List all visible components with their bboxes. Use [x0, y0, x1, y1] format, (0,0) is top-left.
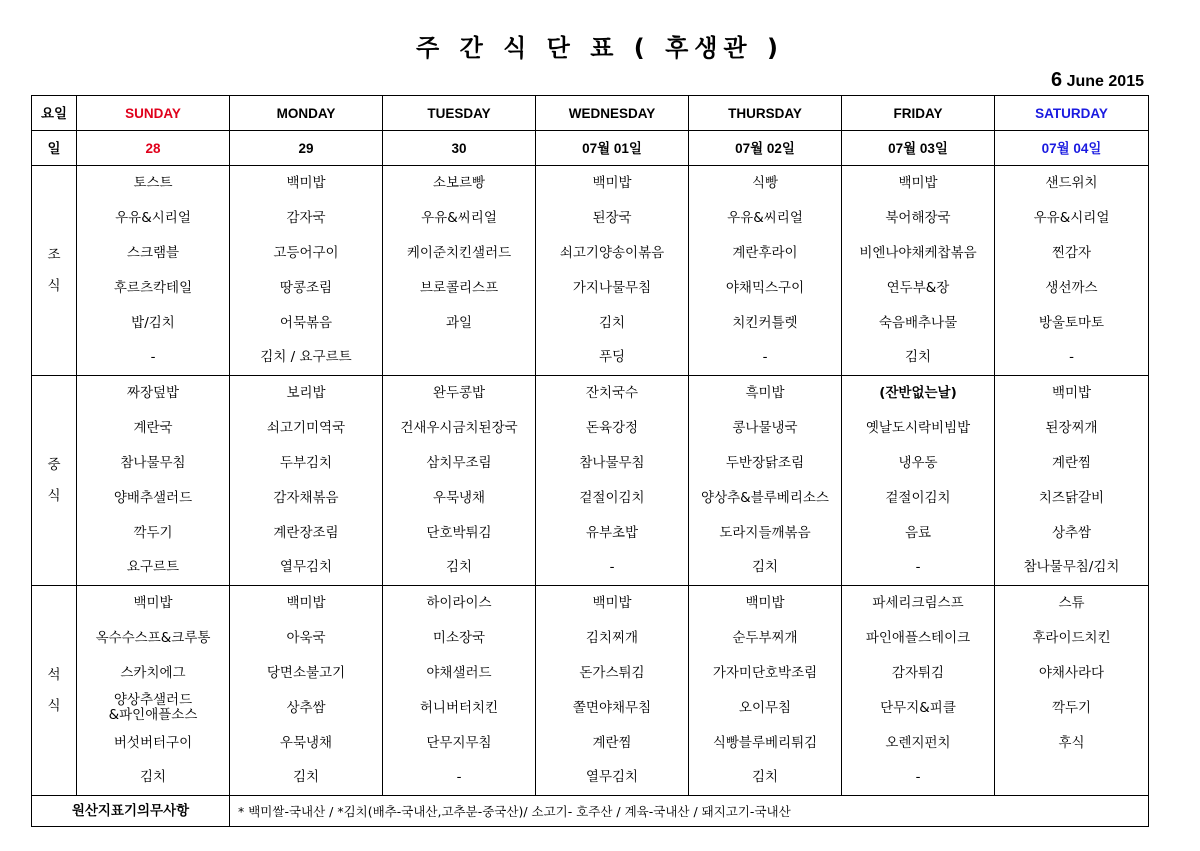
origin-notice-text: * 백미쌀-국내산 / *김치(배추-국내산,고추분-중국산)/ 소고기- 호주산 / 계육-국내산 / 돼지고기-국내산: [230, 796, 1149, 827]
menu-item: 가지나물무침: [536, 271, 689, 306]
menu-item: 우유&씨리얼: [383, 201, 536, 236]
menu-item: 완두콩밥: [383, 376, 536, 411]
menu-item: 보리밥: [230, 376, 383, 411]
menu-item: 흑미밥: [689, 376, 842, 411]
menu-item: 김치: [842, 341, 995, 376]
menu-item: 콩나물냉국: [689, 411, 842, 446]
menu-item: 파인애플스테이크: [842, 621, 995, 656]
menu-item: 치킨커틀렛: [689, 306, 842, 341]
menu-item: 열무김치: [230, 551, 383, 586]
weekday-monday: MONDAY: [230, 96, 383, 131]
menu-item: 하이라이스: [383, 586, 536, 621]
menu-item: 유부초밥: [536, 516, 689, 551]
menu-item: 깍두기: [77, 516, 230, 551]
menu-item: 도라지들깨볶음: [689, 516, 842, 551]
lunch-row: [32, 446, 1149, 481]
menu-item: 계란찜: [536, 726, 689, 761]
menu-date: [1051, 69, 1144, 92]
menu-item: -: [842, 551, 995, 586]
menu-item: 감자튀김: [842, 656, 995, 691]
menu-item: 삼치무조림: [383, 446, 536, 481]
breakfast-row: [32, 201, 1149, 236]
menu-item: 잔치국수: [536, 376, 689, 411]
dinner-row: [32, 761, 1149, 796]
menu-item: 참나물무침/김치: [995, 551, 1149, 586]
menu-item: 아욱국: [230, 621, 383, 656]
menu-item: 계란장조림: [230, 516, 383, 551]
menu-item: 백미밥: [536, 586, 689, 621]
date-month-year: June 2015: [1066, 73, 1144, 90]
menu-item: 김치: [536, 306, 689, 341]
menu-item: [995, 761, 1149, 796]
menu-item: 된장국: [536, 201, 689, 236]
menu-item: 스크램블: [77, 236, 230, 271]
meal-label-char: 조: [47, 246, 61, 263]
dinner-row: [32, 656, 1149, 691]
origin-notice-label: 원산지표기의무사항: [32, 796, 230, 827]
menu-item: 김치: [383, 551, 536, 586]
menu-item: 야채믹스구이: [689, 271, 842, 306]
lunch-row: [32, 376, 1149, 411]
menu-item: 김치: [77, 761, 230, 796]
weekday-saturday: SATURDAY: [995, 96, 1149, 131]
menu-item: 김치찌개: [536, 621, 689, 656]
menu-item: 된장찌개: [995, 411, 1149, 446]
menu-item: 백미밥: [842, 166, 995, 201]
menu-item: -: [77, 341, 230, 376]
menu-item: 당면소불고기: [230, 656, 383, 691]
menu-item: 허니버터치킨: [383, 691, 536, 726]
dinner-row: [32, 726, 1149, 761]
menu-item: 김치: [689, 551, 842, 586]
menu-item: 우유&시리얼: [995, 201, 1149, 236]
menu-item: 미소장국: [383, 621, 536, 656]
menu-item: 샌드위치: [995, 166, 1149, 201]
menu-item: 김치: [689, 761, 842, 796]
menu-item: 깍두기: [995, 691, 1149, 726]
breakfast-row: [32, 271, 1149, 306]
menu-item: 푸딩: [536, 341, 689, 376]
menu-item: 북어해장국: [842, 201, 995, 236]
menu-item: 쇠고기양송이볶음: [536, 236, 689, 271]
menu-item: 백미밥: [230, 166, 383, 201]
menu-item: -: [383, 761, 536, 796]
lunch-row: [32, 551, 1149, 586]
lunch-row: [32, 516, 1149, 551]
menu-item: 짜장덮밥: [77, 376, 230, 411]
date-tuesday: 30: [383, 131, 536, 166]
meal-label-char: 식: [47, 277, 61, 294]
menu-item: 백미밥: [689, 586, 842, 621]
weekday-wednesday: WEDNESDAY: [536, 96, 689, 131]
breakfast-row: [32, 341, 1149, 376]
menu-item: 쇠고기미역국: [230, 411, 383, 446]
weekly-menu-table: [31, 95, 1149, 827]
date-sunday: 28: [77, 131, 230, 166]
menu-item: 스카치에그: [77, 656, 230, 691]
menu-item: 밥/김치: [77, 306, 230, 341]
menu-item: 백미밥: [77, 586, 230, 621]
weekday-label: 요일: [32, 96, 77, 131]
meal-label-char: 중: [47, 456, 61, 473]
menu-item: 케이준치킨샐러드: [383, 236, 536, 271]
menu-item: 백미밥: [536, 166, 689, 201]
menu-item: 음료: [842, 516, 995, 551]
menu-item: 야채샐러드: [383, 656, 536, 691]
menu-item: 참나물무침: [536, 446, 689, 481]
menu-item: 야채사라다: [995, 656, 1149, 691]
menu-item: 고등어구이: [230, 236, 383, 271]
meal-label-char: 식: [47, 487, 61, 504]
menu-item: 숙음배추나물: [842, 306, 995, 341]
menu-item: 브로콜리스프: [383, 271, 536, 306]
lunch-row: [32, 411, 1149, 446]
menu-item: 찐감자: [995, 236, 1149, 271]
menu-item: 방울토마토: [995, 306, 1149, 341]
menu-item: 식빵블루베리튀김: [689, 726, 842, 761]
menu-item: [383, 341, 536, 376]
origin-notice-row: [32, 796, 1149, 827]
lunch-label: [32, 376, 77, 586]
menu-item: 계란국: [77, 411, 230, 446]
menu-item: 건새우시금치된장국: [383, 411, 536, 446]
menu-item: 양상추샐러드 &파인애플소스: [77, 691, 230, 726]
menu-item: 순두부찌개: [689, 621, 842, 656]
menu-item: 김치 / 요구르트: [230, 341, 383, 376]
weekday-tuesday: TUESDAY: [383, 96, 536, 131]
date-friday: 07월 03일: [842, 131, 995, 166]
date-thursday: 07월 02일: [689, 131, 842, 166]
menu-item: 식빵: [689, 166, 842, 201]
menu-item: 상추쌈: [995, 516, 1149, 551]
menu-item: 요구르트: [77, 551, 230, 586]
menu-item: 토스트: [77, 166, 230, 201]
date-saturday: 07월 04일: [995, 131, 1149, 166]
menu-item: 우유&씨리얼: [689, 201, 842, 236]
menu-item: 후라이드치킨: [995, 621, 1149, 656]
meal-label-char: 식: [47, 697, 61, 714]
menu-item: -: [536, 551, 689, 586]
lunch-row: [32, 481, 1149, 516]
menu-item: 두부김치: [230, 446, 383, 481]
menu-item: -: [842, 761, 995, 796]
menu-item: 겉절이김치: [842, 481, 995, 516]
menu-item: 우묵냉채: [383, 481, 536, 516]
menu-item: 옛날도시락비빔밥: [842, 411, 995, 446]
menu-item: 비엔나야채케찹볶음: [842, 236, 995, 271]
menu-item: 계란후라이: [689, 236, 842, 271]
menu-item: 스튜: [995, 586, 1149, 621]
menu-item: 옥수수스프&크루통: [77, 621, 230, 656]
breakfast-row: [32, 166, 1149, 201]
menu-item: 양배추샐러드: [77, 481, 230, 516]
dinner-row: [32, 621, 1149, 656]
menu-item: 오렌지펀치: [842, 726, 995, 761]
menu-item: 땅콩조림: [230, 271, 383, 306]
weekday-sunday: SUNDAY: [77, 96, 230, 131]
date-day: 6: [1051, 69, 1063, 91]
menu-item: 생선까스: [995, 271, 1149, 306]
menu-item: 우묵냉채: [230, 726, 383, 761]
menu-item: 가자미단호박조림: [689, 656, 842, 691]
menu-item: 상추쌈: [230, 691, 383, 726]
menu-item: 우유&시리얼: [77, 201, 230, 236]
menu-item: 파세리크림스프: [842, 586, 995, 621]
weekday-header-row: [32, 96, 1149, 131]
menu-item: 백미밥: [230, 586, 383, 621]
breakfast-row: [32, 306, 1149, 341]
menu-item: 버섯버터구이: [77, 726, 230, 761]
menu-item: 오이무침: [689, 691, 842, 726]
menu-item: -: [689, 341, 842, 376]
menu-item: 겉절이김치: [536, 481, 689, 516]
dinner-label: [32, 586, 77, 796]
menu-item: 단호박튀김: [383, 516, 536, 551]
breakfast-label: [32, 166, 77, 376]
menu-item: 단무지무침: [383, 726, 536, 761]
meal-label-char: 석: [47, 666, 61, 683]
menu-item: 돈가스튀김: [536, 656, 689, 691]
menu-item: 감자채볶음: [230, 481, 383, 516]
menu-item: 후식: [995, 726, 1149, 761]
dinner-row: [32, 586, 1149, 621]
weekday-thursday: THURSDAY: [689, 96, 842, 131]
date-label: 일: [32, 131, 77, 166]
menu-item: 돈육강정: [536, 411, 689, 446]
breakfast-row: [32, 236, 1149, 271]
page-title: 주 간 식 단 표 ( 후생관 ): [416, 34, 784, 62]
menu-item: -: [995, 341, 1149, 376]
date-monday: 29: [230, 131, 383, 166]
menu-item: 소보르빵: [383, 166, 536, 201]
menu-item: 감자국: [230, 201, 383, 236]
menu-item: (잔반없는날): [842, 376, 995, 411]
menu-item: 치즈닭갈비: [995, 481, 1149, 516]
menu-item: 참나물무침: [77, 446, 230, 481]
weekday-friday: FRIDAY: [842, 96, 995, 131]
menu-item: 과일: [383, 306, 536, 341]
menu-item: 후르츠칵테일: [77, 271, 230, 306]
menu-item: 김치: [230, 761, 383, 796]
menu-item: 냉우동: [842, 446, 995, 481]
menu-item: 단무지&피클: [842, 691, 995, 726]
menu-item: 쫄면야채무침: [536, 691, 689, 726]
menu-item: 연두부&장: [842, 271, 995, 306]
menu-item: 백미밥: [995, 376, 1149, 411]
menu-item: 계란찜: [995, 446, 1149, 481]
menu-item: 열무김치: [536, 761, 689, 796]
menu-item: 양상추&블루베리소스: [689, 481, 842, 516]
menu-item: 두반장닭조림: [689, 446, 842, 481]
date-header-row: [32, 131, 1149, 166]
menu-item: 어묵볶음: [230, 306, 383, 341]
date-wednesday: 07월 01일: [536, 131, 689, 166]
dinner-row: [32, 691, 1149, 726]
